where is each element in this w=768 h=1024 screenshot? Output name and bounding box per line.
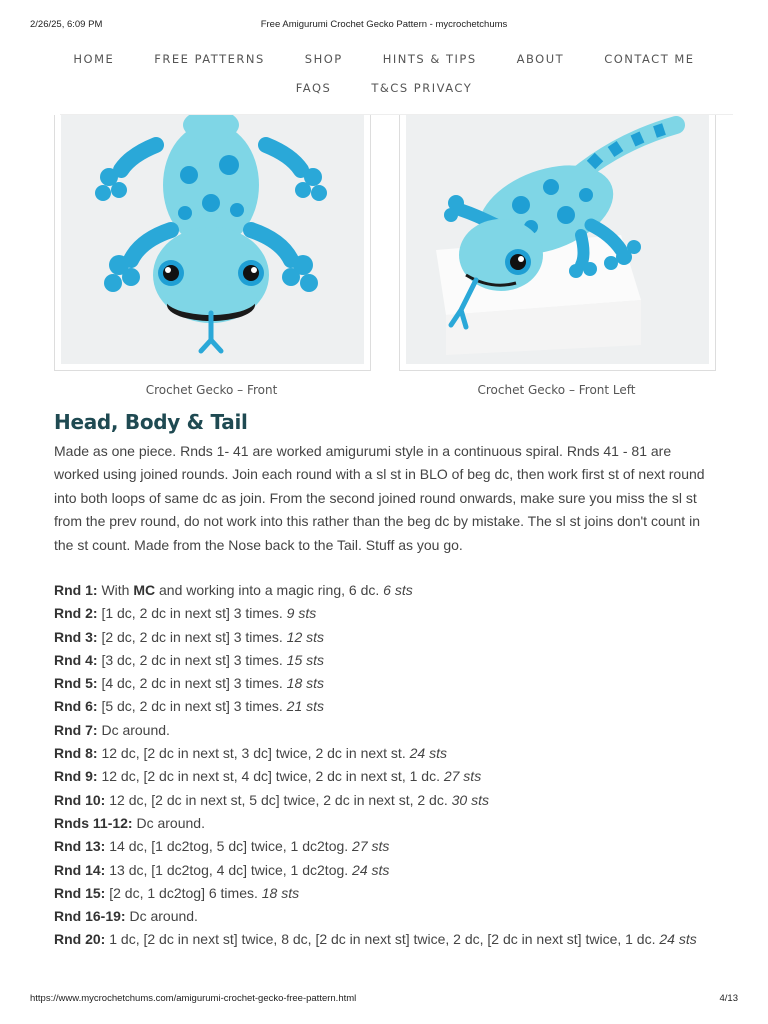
round-label: Rnd 4: [54,651,98,668]
round-14 [54,859,714,882]
round-count: 6 sts [383,582,413,598]
nav-tcs-privacy[interactable]: T&CS PRIVACY [371,81,473,95]
round-16-19 [54,905,714,928]
round-color-code: MC [133,582,156,598]
round-count: 18 sts [261,884,300,901]
rounds-list [54,579,714,952]
round-text: Dc around. [125,908,198,925]
print-date: 2/26/25, 6:09 PM [30,19,103,30]
round-label: Rnd 20: [54,931,106,948]
round-11-12 [54,812,714,835]
round-text: [2 dc, 1 dc2tog] 6 times. [105,884,262,901]
round-9 [54,765,714,788]
round-text: [3 dc, 2 dc in next st] 3 times. [97,651,287,668]
round-8 [54,742,714,765]
round-15 [54,882,714,905]
round-2 [54,602,714,625]
round-count: 15 sts [286,651,325,668]
round-label: Rnd 2: [54,605,98,622]
round-text: [4 dc, 2 dc in next st] 3 times. [97,675,287,692]
round-text: [2 dc, 2 dc in next st] 3 times. [97,628,287,645]
round-3 [54,626,714,649]
round-label: Rnd 14: [54,861,106,878]
round-text: 12 dc, [2 dc in next st, 3 dc] twice, 2 dc in next st. [97,745,410,762]
section-intro: Made as one piece. Rnds 1- 41 are worked amigurumi style in a continuous spiral. Rnds 41 - 81 are worked using joined rounds. Join each round with a sl st in BLO of beg dc, then work first st of next round into both loops of same dc as join. From the second joined round onwards, make sure you miss the sl st from the prev round, do not work into this rather than the beg dc by mistake. The sl st joins don't count in the st count. Made from the Nose back to the Tail. Stuff as you go. [54,443,705,553]
print-page-number: 4/13 [719,993,738,1004]
round-13 [54,835,714,858]
round-label: Rnd 7: [54,721,98,738]
round-text: 14 dc, [1 dc2tog, 5 dc] twice, 1 dc2tog. [105,838,353,855]
gecko-front-left-caption: Crochet Gecko – Front Left [477,383,636,397]
round-count: 30 sts [451,791,489,808]
round-7 [54,719,714,742]
print-page-title: Free Amigurumi Crochet Gecko Pattern - mycrochetchums [260,19,508,30]
round-6 [54,695,714,718]
round-count: 24 sts [352,861,390,878]
nav-free-patterns[interactable]: FREE PATTERNS [154,52,265,66]
nav-about[interactable]: ABOUT [516,52,565,66]
print-footer [30,993,738,1007]
round-label: Rnd 1: [54,582,98,598]
gecko-front-left-photo-frame[interactable] [399,115,716,371]
round-count: 24 sts [659,931,697,948]
nav-shop[interactable]: SHOP [304,52,343,66]
round-label: Rnd 15: [54,884,106,901]
round-text: [1 dc, 2 dc in next st] 3 times. [97,605,287,622]
nav-contact-me[interactable]: CONTACT ME [604,52,695,66]
round-text: 12 dc, [2 dc in next st, 5 dc] twice, 2 dc in next st, 2 dc. [105,791,452,808]
print-header [30,19,738,33]
gecko-front-photo-frame[interactable] [54,115,371,371]
round-1 [54,579,714,602]
nav-hints-tips[interactable]: HINTS & TIPS [382,52,477,66]
round-label: Rnd 16-19: [54,908,126,925]
round-label: Rnd 13: [54,838,106,855]
round-label: Rnd 10: [54,791,106,808]
round-text: [5 dc, 2 dc in next st] 3 times. [97,698,287,715]
round-count: 27 sts [443,768,482,785]
round-count: 24 sts [409,745,447,762]
round-label: Rnd 6: [54,698,98,715]
round-pre: With [97,582,134,598]
main-nav [0,44,768,102]
round-label: Rnd 5: [54,675,98,692]
gecko-front-left-photo [406,115,709,364]
round-count: 27 sts [352,838,390,855]
round-label: Rnd 9: [54,768,98,785]
round-text: 1 dc, [2 dc in next st] twice, 8 dc, [2 dc in next st] twice, 2 dc, [2 dc in next st] twice, 1 dc. [105,931,660,948]
gecko-front-photo [61,115,364,364]
nav-row-secondary [0,74,768,102]
round-text: Dc around. [97,721,170,738]
round-label: Rnd 8: [54,745,98,762]
nav-row-primary [0,44,768,74]
round-4 [54,649,714,672]
round-5 [54,672,714,695]
round-label: Rnd 3: [54,628,98,645]
print-url: https://www.mycrochetchums.com/amigurumi-crochet-gecko-free-pattern.html [30,993,357,1004]
nav-faqs[interactable]: FAQS [295,81,332,95]
section-title: Head, Body & Tail [54,410,248,434]
round-text: 12 dc, [2 dc in next st, 4 dc] twice, 2 dc in next st, 1 dc. [97,768,444,785]
round-count: 18 sts [286,675,325,692]
round-count: 12 sts [286,628,325,645]
round-text: 13 dc, [1 dc2tog, 4 dc] twice, 1 dc2tog. [105,861,353,878]
round-count: 9 sts [286,605,317,622]
gecko-front-left-illustration [406,115,709,364]
round-label: Rnds 11-12: [54,814,133,831]
gecko-front-caption: Crochet Gecko – Front [145,383,278,397]
round-text: Dc around. [132,814,205,831]
gecko-front-illustration [61,115,364,364]
round-10 [54,789,714,812]
nav-home[interactable]: HOME [73,52,115,66]
round-text: and working into a magic ring, 6 dc. [155,582,384,598]
round-count: 21 sts [286,698,325,715]
round-20 [54,928,714,951]
